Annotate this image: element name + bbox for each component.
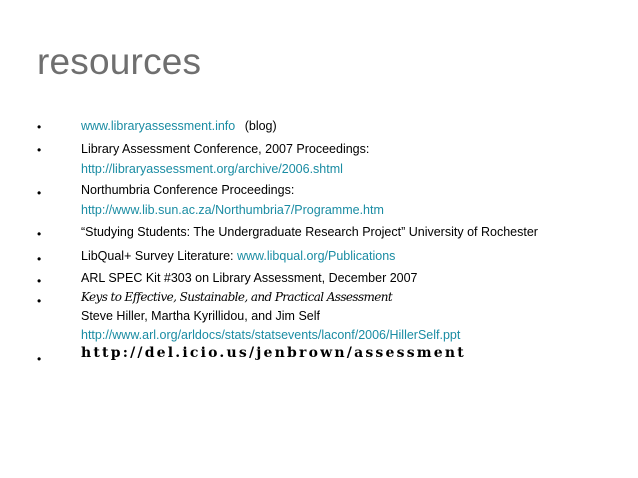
list-item [81,246,631,266]
bullet: • [37,274,42,288]
keys-authors: Steve Hiller, Martha Kyrillidou, and Jim Self [81,309,320,323]
list-item [81,268,631,288]
bullet: • [37,120,42,134]
libqual-label: LibQual+ Survey Literature: [81,249,234,263]
blog-label: (blog) [244,119,277,133]
conference-link[interactable]: http://libraryassessment.org/archive/2006.shtml [81,162,343,176]
list-item [81,288,631,345]
keys-link[interactable]: http://www.arl.org/arldocs/stats/statsevents/laconf/2006/HillerSelf.ppt [81,328,461,342]
list-item [81,116,631,136]
rochester-text: “Studying Students: The Undergraduate Research Project” University of Rochester [81,225,538,239]
libqual-link[interactable]: www.libqual.org/Publications [237,249,396,263]
list-item [81,139,631,179]
bullet: • [37,143,42,157]
northumbria-label: Northumbria Conference Proceedings: [81,183,295,197]
bullet: • [37,294,42,308]
keys-title: Keys to Effective, Sustainable, and Practical Assessment [81,290,393,304]
list-item [81,180,631,220]
slide-title: resources [37,41,202,82]
bullet: • [37,186,42,200]
conference-label: Library Assessment Conference, 2007 Proceedings: [81,142,370,156]
northumbria-link[interactable]: http://www.lib.sun.ac.za/Northumbria7/Programme.htm [81,203,384,217]
list-item [81,222,631,242]
bullet: • [37,227,42,241]
delicious-link[interactable]: http://del.icio.us/jenbrown/assessment [81,345,466,361]
blog-link[interactable]: www.libraryassessment.info [81,119,236,133]
bullet: • [37,352,42,366]
list-item [81,343,631,363]
bullet: • [37,252,42,266]
spec-kit-text: ARL SPEC Kit #303 on Library Assessment, December 2007 [81,271,418,285]
